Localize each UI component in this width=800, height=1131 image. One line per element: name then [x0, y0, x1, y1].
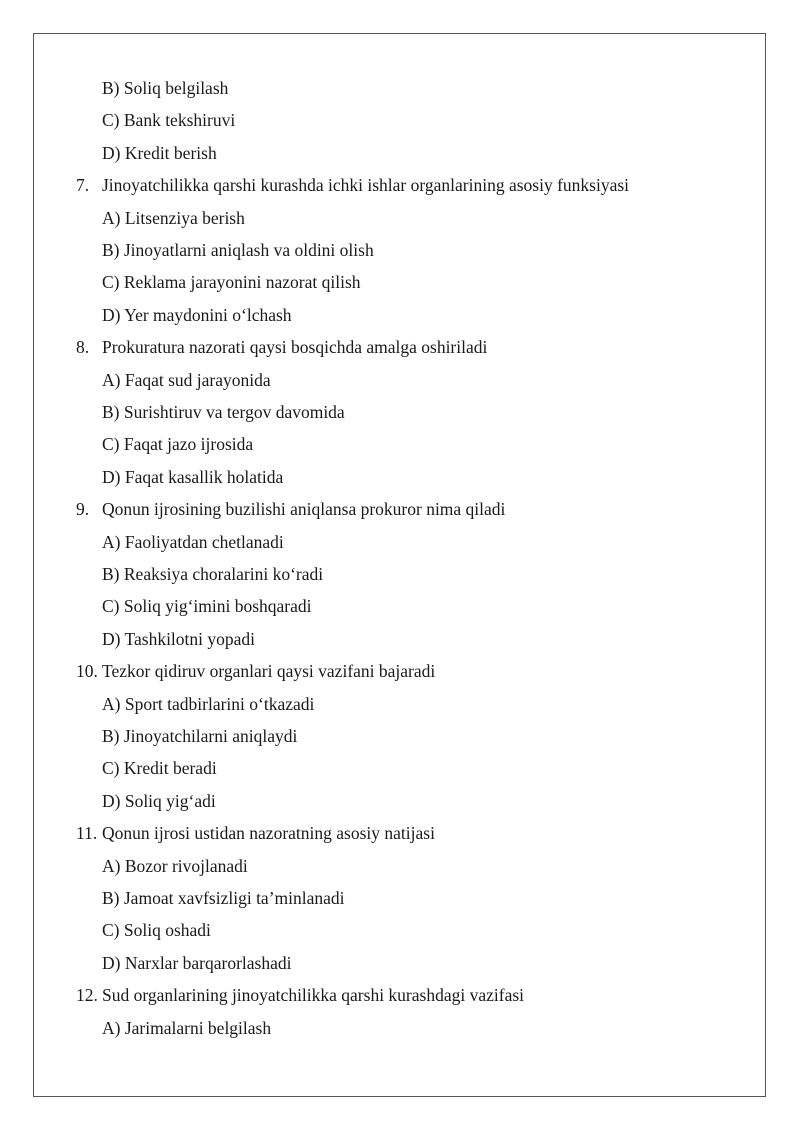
answer-option: D) Narxlar barqarorlashadi: [102, 952, 292, 973]
answer-option: A) Sport tadbirlarini o‘tkazadi: [102, 693, 315, 714]
question-number: 10.: [76, 661, 98, 682]
question-text: Tezkor qidiruv organlari qaysi vazifani bajaradi: [102, 661, 436, 682]
question-text: Jinoyatchilikka qarshi kurashda ichki ishlar organlarining asosiy funksiyasi: [102, 175, 630, 196]
document-page: [33, 33, 766, 1097]
answer-option: C) Soliq yig‘imini boshqaradi: [102, 596, 312, 617]
question-item: [76, 175, 629, 195]
question-number: 9.: [76, 499, 90, 520]
question-number: 12.: [76, 985, 98, 1006]
answer-option: B) Jinoyatchilarni aniqlaydi: [102, 726, 298, 746]
question-item: [76, 985, 524, 1005]
question-item: [76, 661, 435, 681]
answer-option: C) Bank tekshiruvi: [102, 110, 236, 131]
question-text: Qonun ijrosining buzilishi aniqlansa prokuror nima qiladi: [102, 499, 506, 520]
answer-option: C) Reklama jarayonini nazorat qilish: [102, 272, 361, 293]
answer-option: C) Faqat jazo ijrosida: [102, 434, 254, 455]
question-number: 8.: [76, 337, 90, 358]
answer-option: D) Kredit berish: [102, 142, 217, 163]
question-number: 7.: [76, 175, 90, 196]
question-item: [76, 499, 505, 519]
answer-option: D) Faqat kasallik holatida: [102, 466, 284, 487]
answer-option: A) Jarimalarni belgilash: [102, 1017, 272, 1038]
answer-option: D) Soliq yig‘adi: [102, 790, 216, 811]
question-number: 11.: [76, 823, 98, 844]
answer-option: A) Bozor rivojlanadi: [102, 855, 248, 876]
question-text: Prokuratura nazorati qaysi bosqichda amalga oshiriladi: [102, 337, 488, 358]
question-item: [76, 337, 487, 357]
answer-option: A) Faqat sud jarayonida: [102, 369, 271, 390]
answer-option: B) Reaksiya choralarini ko‘radi: [102, 564, 324, 584]
answer-option: A) Litsenziya berish: [102, 207, 245, 228]
answer-option: B) Surishtiruv va tergov davomida: [102, 402, 345, 422]
answer-option: B) Jamoat xavfsizligi ta’minlanadi: [102, 888, 345, 908]
answer-option: D) Yer maydonini o‘lchash: [102, 304, 292, 325]
answer-option: C) Soliq oshadi: [102, 920, 211, 941]
answer-option: D) Tashkilotni yopadi: [102, 628, 256, 649]
question-item: [76, 823, 435, 843]
question-text: Qonun ijrosi ustidan nazoratning asosiy natijasi: [102, 823, 435, 844]
answer-option: B) Soliq belgilash: [102, 78, 229, 98]
answer-option: A) Faoliyatdan chetlanadi: [102, 531, 284, 552]
answer-option: C) Kredit beradi: [102, 758, 217, 779]
answer-option: B) Jinoyatlarni aniqlash va oldini olish: [102, 240, 374, 260]
question-text: Sud organlarining jinoyatchilikka qarshi kurashdagi vazifasi: [102, 985, 525, 1006]
